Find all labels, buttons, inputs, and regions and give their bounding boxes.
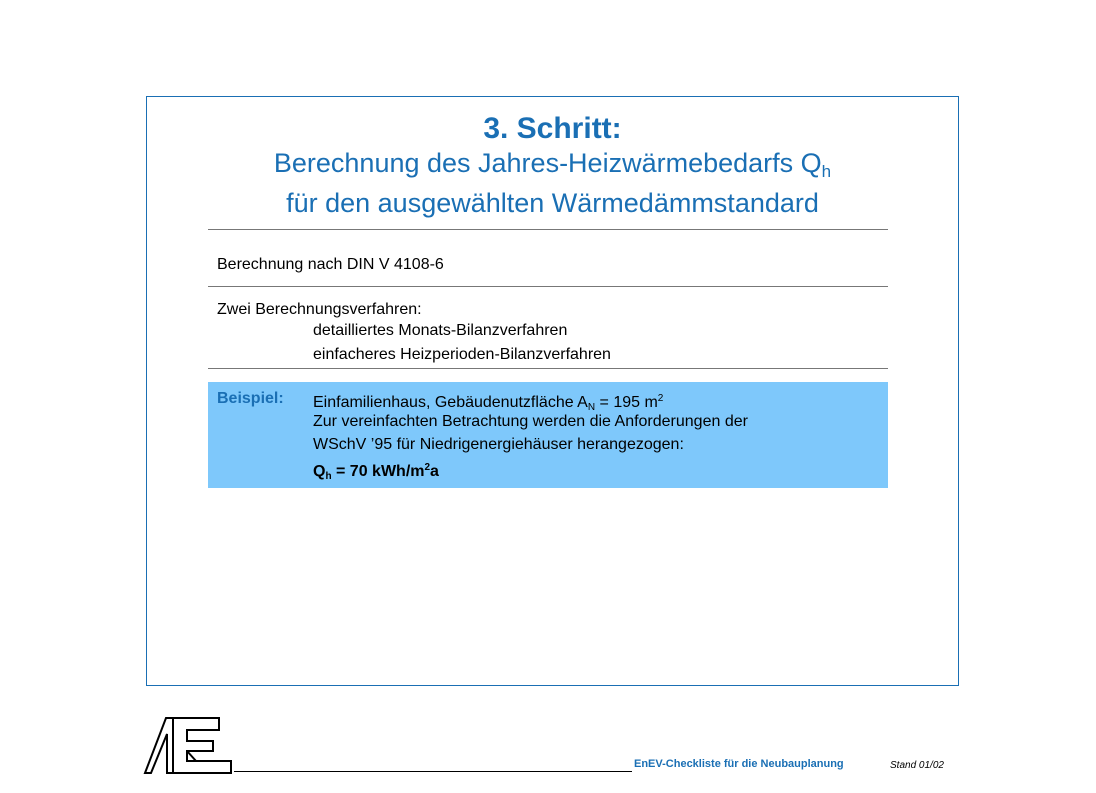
- methods-heading: Zwei Berechnungsverfahren:: [217, 301, 422, 318]
- result-text: Q: [313, 463, 326, 480]
- example-label: Beispiel:: [217, 390, 284, 407]
- subscript: h: [325, 471, 332, 482]
- page-title: [146, 148, 959, 182]
- footer-title: EnEV-Checkliste für die Neubauplanung: [634, 758, 844, 770]
- superscript: 2: [657, 393, 664, 404]
- method-item: detailliertes Monats-Bilanzverfahren: [313, 322, 568, 339]
- result-text: = 70 kWh/m: [331, 463, 425, 480]
- footer-stand: Stand 01/02: [890, 760, 944, 771]
- result-text: a: [430, 463, 439, 480]
- example-text: Einfamilienhaus, Gebäudenutzfläche A: [313, 394, 588, 411]
- superscript: 2: [424, 462, 431, 473]
- step-title: 3. Schritt:: [483, 112, 622, 145]
- method-item: einfacheres Heizperioden-Bilanzverfahren: [313, 346, 611, 363]
- subscript: N: [587, 402, 596, 413]
- standard-text: Berechnung nach DIN V 4108-6: [217, 256, 444, 273]
- footer-line: [234, 771, 632, 772]
- ae-logo-icon: [143, 716, 235, 774]
- example-result: [313, 458, 439, 487]
- divider: [208, 229, 888, 230]
- divider: [208, 368, 888, 369]
- page-subtitle: für den ausgewählten Wärmedämmstandard: [286, 188, 819, 218]
- example-line: WSchV ’95 für Niedrigenergiehäuser herangezogen:: [313, 436, 684, 453]
- example-text: = 195 m: [595, 394, 658, 411]
- example-line: Zur vereinfachten Betrachtung werden die Anforderungen der: [313, 413, 748, 430]
- title-text: Berechnung des Jahres-Heizwärmebedarfs Q: [273, 148, 822, 178]
- title-subscript: h: [821, 162, 832, 181]
- divider: [208, 286, 888, 287]
